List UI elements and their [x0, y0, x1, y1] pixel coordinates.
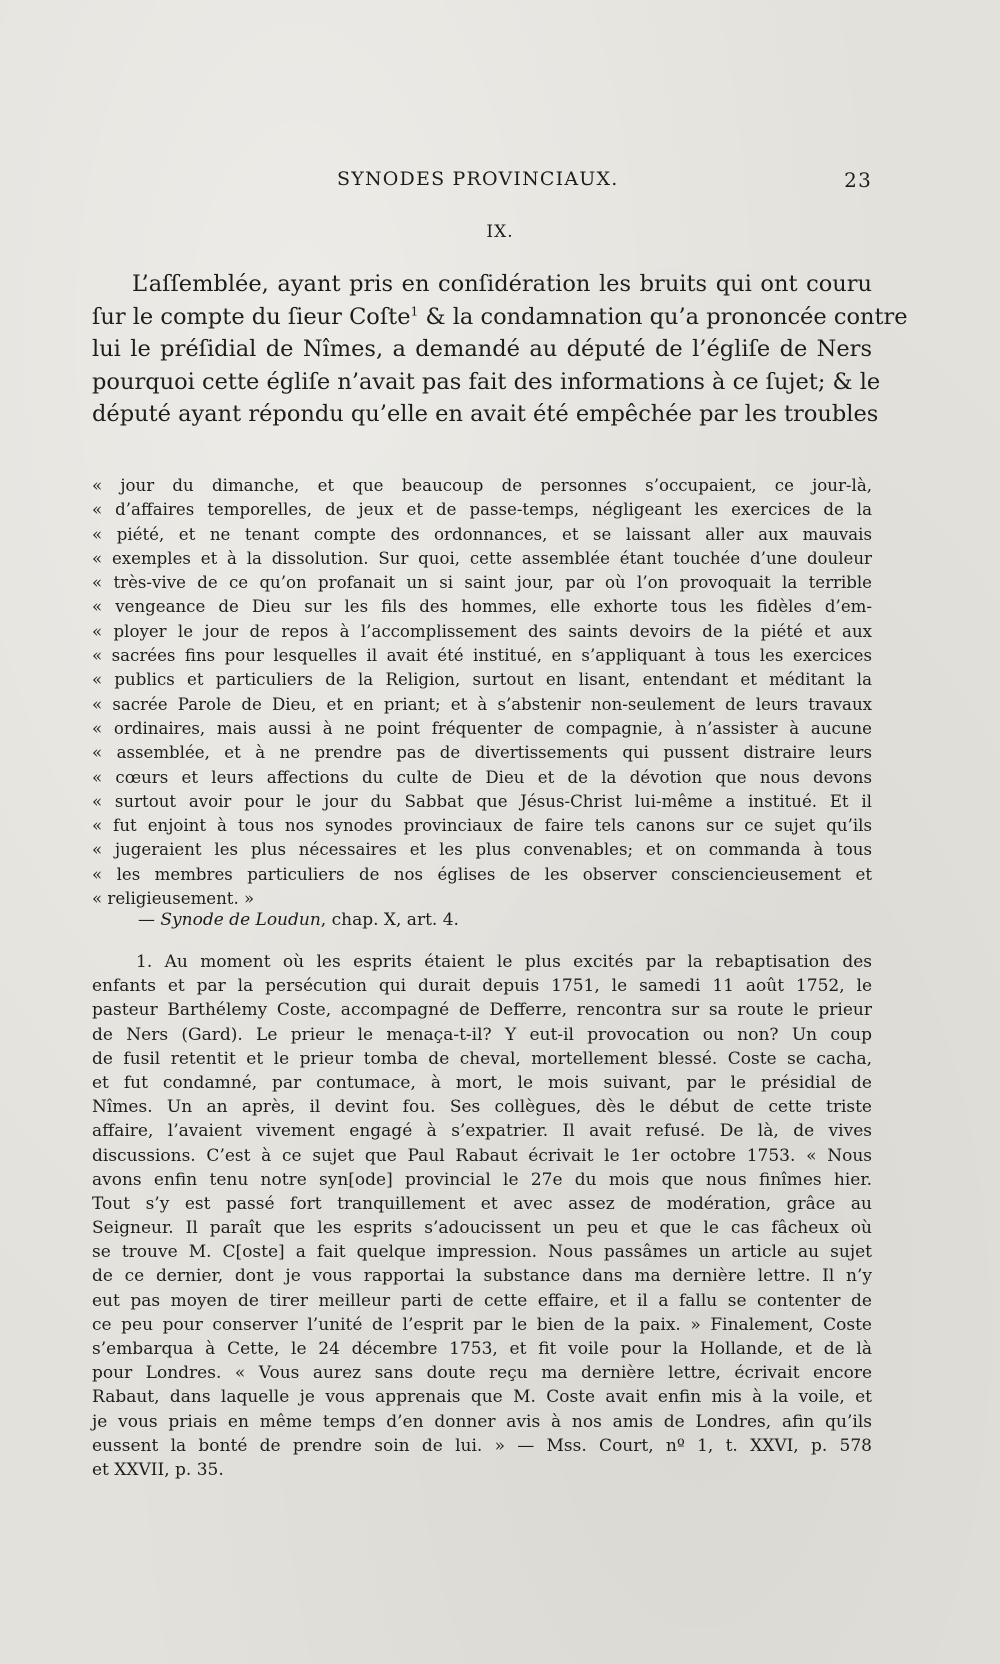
footnote-line: discussions. C’est à ce sujet que Paul Rabaut écrivait le 1er octobre 1753. « Nous [92, 1145, 872, 1166]
quoted-passage [92, 474, 872, 911]
page-number: 23 [844, 168, 872, 192]
footnote-line: pour Londres. « Vous aurez sans doute reçu ma dernière lettre, écrivait encore [92, 1363, 872, 1384]
footnote-line: se trouve M. C[oste] a fait quelque impression. Nous passâmes un article au sujet [92, 1242, 872, 1263]
footnote-line: de fusil retentit et le prieur tomba de cheval, mortellement blessé. Coste se cacha, [92, 1048, 872, 1069]
footnote [92, 950, 872, 1482]
quote-line: « cœurs et leurs affections du culte de Dieu et de la dévotion que nous devons [92, 767, 872, 787]
quote-line: « jugeraient les plus nécessaires et les plus convenables; et on commanda à tous [92, 840, 872, 860]
footnote-line: s’embarqua à Cette, le 24 décembre 1753, et fit voile pour la Hollande, et de là [92, 1339, 872, 1359]
main-line: L’aſſemblée, ayant pris en conſidération les bruits qui ont couru [132, 271, 872, 297]
quote-line: « ployer le jour de repos à l’accomplissement des saints devoirs de la piété et aux [92, 621, 872, 641]
footnote-line: et fut condamné, par contumace, à mort, le mois suivant, par le présidial de [92, 1072, 872, 1093]
footnote-line: je vous priais en même temps d’en donner avis à nos amis de Londres, afin qu’ils [92, 1411, 872, 1432]
citation: — Synode de Loudun, chap. X, art. 4. [138, 910, 459, 930]
main-paragraph [92, 268, 908, 431]
footnote-line: ce peu pour conserver l’unité de l’esprit par le bien de la paix. » Finalement, Coste [92, 1314, 872, 1335]
quote-line: « sacrée Parole de Dieu, et en priant; et à s’abstenir non-seulement de leurs travaux [92, 694, 872, 714]
footnote-line: de ce dernier, dont je vous rapportai la substance dans ma dernière lettre. Il n’y [92, 1266, 872, 1287]
footnote-line: enfants et par la persécution qui durait depuis 1751, le samedi 11 août 1752, le [92, 976, 872, 997]
quote-line: « vengeance de Dieu sur les fils des hommes, elle exhorte tous les fidèles d’em- [92, 597, 872, 617]
quote-line: « fut enjoint à tous nos synodes provinciaux de faire tels canons sur ce sujet qu’ils [92, 816, 872, 836]
quote-line: « ordinaires, mais aussi à ne point fréquenter de compagnie, à n’assister à aucune [92, 718, 872, 738]
quote-line: « religieusement. » [92, 889, 255, 909]
quote-line: « piété, et ne tenant compte des ordonnances, et se laissant aller aux mauvais [92, 524, 872, 544]
footnote-line: Nîmes. Un an après, il devint fou. Ses collègues, dès le début de cette triste [92, 1097, 872, 1118]
footnote-line: Tout s’y est passé fort tranquillement et avec assez de modération, grâce au [92, 1193, 872, 1214]
main-line: pourquoi cette égliſe n’avait pas fait des informations à ce ſujet; & le [92, 368, 881, 395]
footnote-line: 1. Au moment où les esprits étaient le plus excités par la rebaptisation des [136, 952, 872, 972]
section-numeral: IX. [486, 222, 514, 242]
footnote-line: eut pas moyen de tirer meilleur parti de cette effaire, et il a fallu se contenter de [92, 1290, 872, 1311]
quote-line: « surtout avoir pour le jour du Sabbat que Jésus-Christ lui-même a institué. Et il [92, 791, 872, 811]
footnote-line: de Ners (Gard). Le prieur le menaça-t-il? Y eut-il provocation ou non? Un coup [92, 1024, 872, 1045]
main-line: ſur le compte du ſieur Coſte$^1$ & la condamnation qu’a prononcée contre [92, 303, 908, 330]
quote-line: « les membres particuliers de nos églises de les observer consciencieusement et [92, 864, 872, 884]
footnote-line: avons enfin tenu notre syn[ode] provincial le 27e du mois que nous finîmes hier. [92, 1169, 872, 1190]
citation-source: Synode de Loudun [160, 910, 321, 930]
quote-line: « sacrées fins pour lesquelles il avait été institué, en s’appliquant à tous les exercices [92, 646, 872, 666]
footnote-line: pasteur Barthélemy Coste, accompagné de Defferre, rencontra sur sa route le prieur [92, 1000, 872, 1021]
running-title: SYNODES PROVINCIAUX. [337, 168, 619, 190]
quote-line: « d’affaires temporelles, de jeux et de passe-temps, négligeant les exercices de la [92, 500, 872, 520]
footnote-line: Seigneur. Il paraît que les esprits s’adoucissent un peu et que le cas fâcheux où [92, 1218, 872, 1239]
quote-line: « jour du dimanche, et que beaucoup de personnes s’occupaient, ce jour-là, [92, 476, 872, 495]
main-line: député ayant répondu qu’elle en avait été empêchée par les troubles [92, 401, 879, 427]
quote-line: « exemples et à la dissolution. Sur quoi, cette assemblée étant touchée d’une douleur [92, 548, 872, 568]
footnote-line: et XXVII, p. 35. [92, 1459, 224, 1480]
footnote-ref[interactable]: 1 [410, 303, 419, 318]
footnote-line: Rabaut, dans laquelle je vous apprenais que M. Coste avait enfin mis à la voile, et [92, 1387, 872, 1408]
page-header [92, 168, 872, 198]
main-line: lui le préſidial de Nîmes, a demandé au député de l’égliſe de Ners [92, 336, 872, 362]
footnote-line: affaire, l’avaient vivement engagé à s’expatrier. Il avait refusé. De là, de vives [92, 1121, 872, 1142]
quote-line: « assemblée, et à ne prendre pas de divertissements qui pussent distraire leurs [92, 743, 872, 763]
quote-line: « publics et particuliers de la Religion, surtout en lisant, entendant et méditant la [92, 670, 872, 690]
footnote-line: eussent la bonté de prendre soin de lui. » — Mss. Court, nº 1, t. XXVI, p. 578 [92, 1435, 872, 1456]
quote-line: « très-vive de ce qu’on profanait un si saint jour, par où l’on provoquait la terrible [92, 573, 872, 593]
